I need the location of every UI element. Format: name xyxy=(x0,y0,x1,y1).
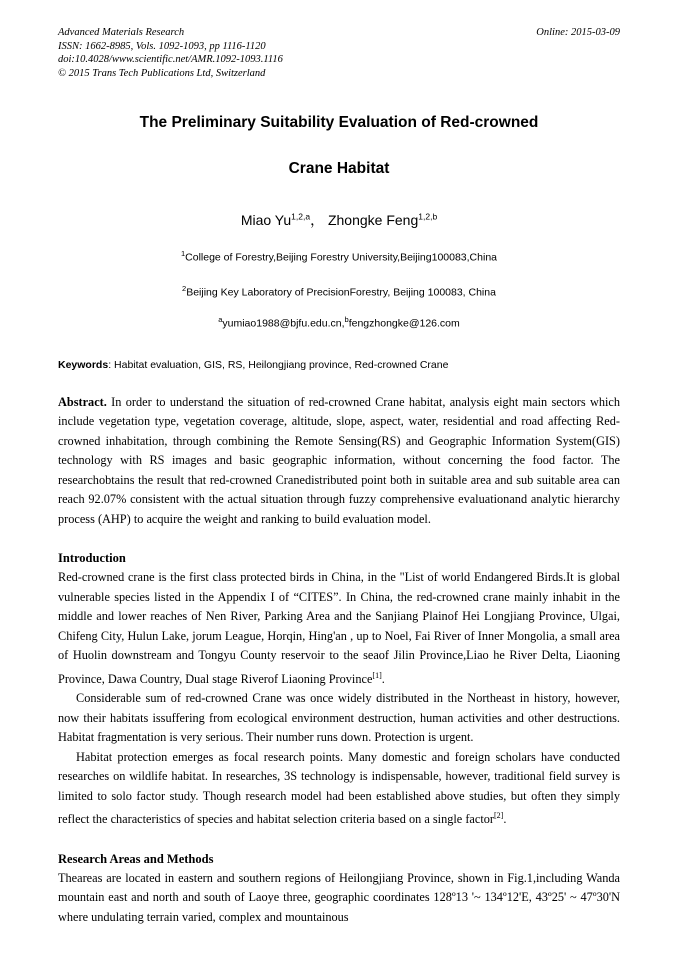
paragraph-intro-3-text: Habitat protection emerges as focal research points. Many domestic and foreign scholars have conducted researches on wildlife habitat. In researches, 3S technology is indispensable, however, traditional field survey is limited to solo factor study. Though research model had been established above studies, but often they simply reflect the characteristics of species and habitat selection criteria based on a single factor xyxy=(58,749,620,827)
affiliation-2-text: Beijing Key Laboratory of PrecisionForestry, Beijing 100083, China xyxy=(186,286,496,298)
paragraph-intro-1 xyxy=(58,568,620,689)
paragraph-intro-2 xyxy=(58,689,620,748)
abstract-text: In order to understand the situation of red-crowned Crane habitat, analysis eight main sectors which include vegetation type, vegetation coverage, altitude, slope, aspect, water, residential and road affecting Red-crowned inhabitation, through combining the Remote Sensing(RS) and Geographic Information System(GIS) technology with RS images and basic geographic information, without concerning the food factor. The researchobtains the result that red-crowned Cranedistributed point both in suitable area and sub suitable area can reach 92.07% consistent with the actual situation through fuzzy comprehensive evaluationand analytic hierarchy process (AHP) to acquire the weight and ranking to build evaluation model. xyxy=(58,394,620,526)
affiliation-2-marker: 2 xyxy=(182,283,187,293)
citation-ref-2: [2] xyxy=(494,811,504,821)
issn-volume-pages: ISSN: 1662-8985, Vols. 1092-1093, pp 1116-1120 xyxy=(58,40,266,52)
section-heading-introduction: Introduction xyxy=(58,551,126,565)
author-1-affil-marker: 1,2,a xyxy=(291,211,311,222)
copyright: © 2015 Trans Tech Publications Ltd, Switzerland xyxy=(58,67,266,79)
keywords-label: Keywords xyxy=(58,358,109,371)
paragraph-intro-1-tail: . xyxy=(381,671,385,686)
email-a: yumiao1988@bjfu.edu.cn, xyxy=(222,317,345,330)
section-heading-research-areas-and-methods: Research Areas and Methods xyxy=(58,851,214,866)
header-right-block xyxy=(536,26,620,40)
email-b-marker: b xyxy=(344,315,349,324)
author-emails xyxy=(58,315,620,330)
paragraph-intro-1-text: Red-crowned crane is the first class protected birds in China, in the "List of world Endangered Birds.It is global vulnerable species listed in the Appendix I of “CITES”. In China, the red-crowned crane mainly inhabit in the middle and lower reaches of Nen River, Parking Area and the Sanjiang Plainof Hei Longjiang Province, Ulgai, Chifeng City, Hulun Lake, jorum League, Horqin, Hing'an , up to Noel, Fai River of Inner Mongolia, a small area of Huolin downstream and Tongyu County reservoir to the seaof Jilin Province,Liao he River Delta, Liaoning Province, Dawa Country, Dual stage Riverof Liaoning Province xyxy=(58,570,620,686)
author-2-name: Zhongke Feng xyxy=(327,212,419,228)
abstract-block xyxy=(58,393,620,530)
affiliation-1-marker: 1 xyxy=(180,249,186,258)
email-b: fengzhongke@126.com xyxy=(348,317,460,330)
paragraph-methods-1-text: Theareas are located in eastern and southern regions of Heilongjiang Province, shown in Fig.1,including Wanda mountain east and north and south of Laoye three, geographic coordinates 128º13 '~ 134º12'E, 43º25' ~ 47º30'N where undulating terrain varied, complex and mountainous xyxy=(58,870,620,924)
page-title-line-1: The Preliminary Suitability Evaluation of Red-crowned xyxy=(139,114,539,131)
author-separator: ， xyxy=(310,212,325,228)
abstract-label: Abstract. xyxy=(58,394,107,409)
page-title-line-2: Crane Habitat xyxy=(288,160,390,177)
author-2-affil-marker: 1,2,b xyxy=(418,211,438,222)
header-left-block xyxy=(58,26,283,80)
affiliation-1 xyxy=(58,247,620,265)
keywords-line xyxy=(58,358,620,373)
online-date: Online: 2015-03-09 xyxy=(536,27,620,38)
paragraph-intro-3 xyxy=(58,748,620,830)
author-1-name: Miao Yu xyxy=(240,212,292,228)
journal-name: Advanced Materials Research xyxy=(58,27,185,38)
page-header xyxy=(58,26,620,80)
author-list xyxy=(58,210,620,230)
paragraph-intro-3-tail: . xyxy=(503,812,507,827)
doi: doi:10.4028/www.scientific.net/AMR.1092-1093.1116 xyxy=(58,54,283,65)
affiliation-1-text: College of Forestry,Beijing Forestry University,Beijing100083,China xyxy=(185,251,497,264)
paragraph-methods-1 xyxy=(58,869,620,928)
paragraph-intro-2-text: Considerable sum of red-crowned Crane was once widely distributed in the Northeast in history, however, now their habitats issuffering from ecological environment destruction, human activities and other destructions. Habitat fragmentation is very serious. Their number runs down. Protection is urgent. xyxy=(58,691,620,745)
affiliation-2 xyxy=(58,282,620,300)
email-a-marker: a xyxy=(218,315,223,324)
citation-ref-1: [1] xyxy=(372,670,382,680)
keywords-text: : Habitat evaluation, GIS, RS, Heilongjiang province, Red-crowned Crane xyxy=(108,358,449,371)
